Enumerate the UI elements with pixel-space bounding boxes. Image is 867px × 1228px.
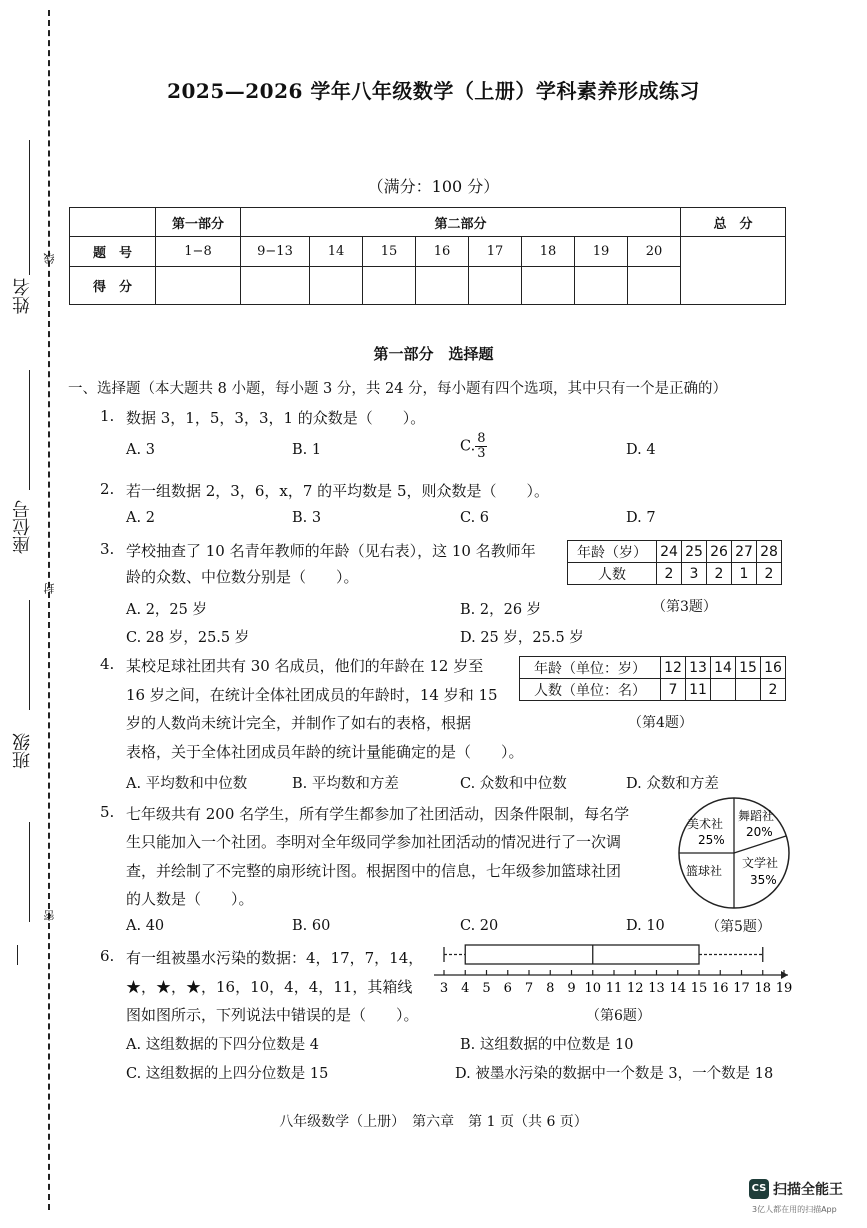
qno-cell: 18 [522,237,575,267]
seal-mark: 封 [43,583,56,594]
axis-tick-label: 15 [690,981,708,996]
q3-number: 3. [100,540,115,558]
qno-cell: 15 [363,237,416,267]
q2-option-b: B. 3 [292,510,322,526]
axis-tick-label: 10 [584,981,602,996]
q3-table-cell: 2 [757,563,782,585]
pie-label-lanqiu: 篮球社 [686,864,723,878]
score-cell[interactable] [628,267,681,305]
q4-number: 4. [100,655,115,673]
q6-line1: 有一组被墨水污染的数据：4，17，7，14， [126,949,424,967]
axis-tick-label: 6 [503,981,512,996]
q3-table-cell: 27 [732,541,757,563]
q3-table-age-header: 年龄（岁） [568,541,657,563]
name-underline [29,140,30,275]
q1-text: 数据 3，1，5，3，3，1 的众数是（ ）。 [126,409,426,427]
q4-table-cell: 11 [686,679,711,701]
q5-pie-chart [676,795,792,911]
line-mark: 线 [43,253,56,264]
q3-caption: （第3题） [652,599,717,615]
total-score-cell[interactable] [681,237,786,305]
q4-table-cell: 7 [661,679,686,701]
q4-table-age-header: 年龄（单位：岁） [520,657,661,679]
q4-table [519,656,786,701]
part1-header: 第一部分 [156,208,241,237]
q3-table-cell: 28 [757,541,782,563]
seat-label: 座位号 [12,500,33,554]
q5-option-a: A. 40 [126,918,165,934]
axis-tick-label: 14 [669,981,687,996]
secret-mark: 密 [43,910,56,921]
q4-line1: 某校足球社团共有 30 名成员，他们的年龄在 12 岁至 [126,657,484,675]
q6-caption: （第6题） [586,1008,651,1024]
score-cell[interactable] [575,267,628,305]
class-underline [29,600,30,710]
q6-option-d: D. 被墨水污染的数据中一个数是 3，一个数是 18 [455,1066,774,1082]
q4-table-cell: 2 [761,679,786,701]
q4-table-cell: 14 [711,657,736,679]
pie-label-wudao: 舞蹈社 [738,809,775,823]
score-cell[interactable] [241,267,310,305]
q3-table [567,540,782,585]
qno-label: 题 号 [70,237,156,267]
q3-option-d: D. 25 岁，25.5 岁 [460,630,584,646]
axis-tick-label: 12 [626,981,644,996]
q2-number: 2. [100,480,115,498]
q6-line3: 图如图所示，下列说法中错误的是（ ）。 [126,1006,419,1024]
q6-number: 6. [100,947,115,965]
score-label: 得 分 [70,267,156,305]
q4-option-a: A. 平均数和中位数 [126,776,248,792]
q1-option-d: D. 4 [626,442,656,458]
q5-line4: 的人数是（ ）。 [126,890,254,908]
q5-option-d: D. 10 [626,918,665,934]
score-cell[interactable] [469,267,522,305]
qno-cell: 14 [310,237,363,267]
q3-option-a: A. 2，25 岁 [126,602,207,618]
class-label: 班级 [12,733,33,769]
q3-table-count-header: 人数 [568,563,657,585]
q5-line2: 生只能加入一个社团。李明对全年级同学参加社团活动的情况进行了一次调 [126,833,622,851]
q4-table-cell: 12 [661,657,686,679]
q5-number: 5. [100,803,115,821]
q1-fraction [475,432,487,461]
axis-tick-label: 17 [733,981,750,996]
pie-pct-wenxue: 35% [750,873,777,887]
qno-cell: 1−8 [156,237,241,267]
q5-option-b: B. 60 [292,918,331,934]
q1-option-b: B. 1 [292,442,322,458]
axis-tick-label: 3 [439,981,449,996]
q4-line3: 岁的人数尚未统计完全，并制作了如右的表格，根据 [126,714,472,732]
pie-label-wenxue: 文学社 [742,856,779,870]
axis-tick-label: 5 [482,981,491,996]
q5-line1: 七年级共有 200 名学生，所有学生都参加了社团活动，因条件限制，每名学 [126,805,630,823]
q4-option-c: C. 众数和中位数 [460,776,567,792]
q6-boxplot [430,935,792,1005]
total-header: 总 分 [681,208,786,237]
axis-tick-label: 8 [546,981,555,996]
q2-option-a: A. 2 [126,510,155,526]
q4-caption: （第4题） [628,715,693,731]
q4-table-count-header: 人数（单位：名） [520,679,661,701]
q5-option-c: C. 20 [460,918,499,934]
score-cell[interactable] [522,267,575,305]
q3-option-c: C. 28 岁，25.5 岁 [126,630,250,646]
q6-option-b: B. 这组数据的中位数是 10 [460,1037,634,1053]
page-title: 2025—2026 学年八年级数学（上册）学科素养形成练习 [167,79,700,103]
q4-option-d: D. 众数和方差 [626,776,719,792]
q4-line2: 16 岁之间，在统计全体社团成员的年龄时，14 岁和 15 [126,686,498,704]
q1-option-c-prefix: C. [460,438,476,455]
q1-fraction-num: 8 [477,431,486,446]
box-iqr [465,945,699,964]
axis-tick-label: 13 [648,981,665,996]
q2-option-d: D. 7 [626,510,656,526]
q4-table-cell [711,679,736,701]
q4-table-cell: 16 [761,657,786,679]
q4-table-cell [736,679,761,701]
score-cell[interactable] [416,267,469,305]
score-corner [70,208,156,237]
q4-table-cell: 13 [686,657,711,679]
q1-option-c [460,432,487,461]
q4-table-cell: 15 [736,657,761,679]
q3-table-cell: 26 [707,541,732,563]
q1-fraction-den: 3 [477,446,486,461]
qno-cell: 20 [628,237,681,267]
axis-tick-label: 11 [605,981,623,996]
q6-line2: ★，★，★，16，10，4，4，11，其箱线 [126,978,413,996]
score-cell[interactable] [310,267,363,305]
q3-table-cell: 24 [657,541,682,563]
axis-tick-label: 18 [754,981,772,996]
scanner-name: 扫描全能王 [773,1182,843,1198]
q3-line2: 龄的众数、中位数分别是（ ）。 [126,568,359,586]
seat-underline [29,370,30,490]
q4-line4: 表格，关于全体社团成员年龄的统计量能确定的是（ ）。 [126,743,524,761]
score-table [69,207,786,305]
section-title: 第一部分 选择题 [373,345,494,363]
score-cell[interactable] [363,267,416,305]
score-cell[interactable] [156,267,241,305]
qno-cell: 16 [416,237,469,267]
axis-tick-label: 16 [711,981,729,996]
full-score: （满分：100 分） [367,177,500,196]
q5-caption: （第5题） [706,919,771,935]
page-footer: 八年级数学（上册） 第六章 第 1 页（共 6 页） [279,1114,588,1130]
axis-tick-label: 4 [461,981,470,996]
q2-text: 若一组数据 2，3，6，x，7 的平均数是 5，则众数是（ ）。 [126,482,549,500]
axis-tick-label: 9 [567,981,576,996]
extra-underline [29,822,30,922]
q5-line3: 查，并绘制了不完整的扇形统计图。根据图中的信息，七年级参加篮球社团 [126,862,622,880]
axis-tick-label: 7 [524,981,534,996]
q2-option-c: C. 6 [460,510,490,526]
q3-table-cell: 25 [682,541,707,563]
q3-option-b: B. 2，26 岁 [460,602,542,618]
q3-line1: 学校抽查了 10 名青年教师的年龄（见右表），这 10 名教师年 [126,542,536,560]
pie-label-meishu: 美术社 [687,817,724,831]
pie-pct-meishu: 25% [698,833,725,847]
section-intro: 一、选择题（本大题共 8 小题，每小题 3 分，共 24 分，每小题有四个选项，其中只有一个是正确的） [68,381,728,397]
scanner-logo-icon: CS [749,1179,769,1199]
short-mark [17,945,18,965]
q3-table-cell: 3 [682,563,707,585]
q3-table-cell: 2 [657,563,682,585]
name-label: 姓名 [12,278,33,314]
pie-pct-wudao: 20% [746,825,773,839]
scanner-sub: 3亿人都在用的扫描App [752,1205,837,1214]
q3-table-cell: 1 [732,563,757,585]
q1-option-a: A. 3 [126,442,155,458]
q3-table-cell: 2 [707,563,732,585]
q1-number: 1. [100,407,115,425]
q4-option-b: B. 平均数和方差 [292,776,399,792]
qno-cell: 9−13 [241,237,310,267]
q6-option-a: A. 这组数据的下四分位数是 4 [126,1037,320,1053]
axis-tick-label: 19 [775,981,792,996]
qno-cell: 19 [575,237,628,267]
q6-option-c: C. 这组数据的上四分位数是 15 [126,1066,329,1082]
part2-header: 第二部分 [241,208,681,237]
qno-cell: 17 [469,237,522,267]
